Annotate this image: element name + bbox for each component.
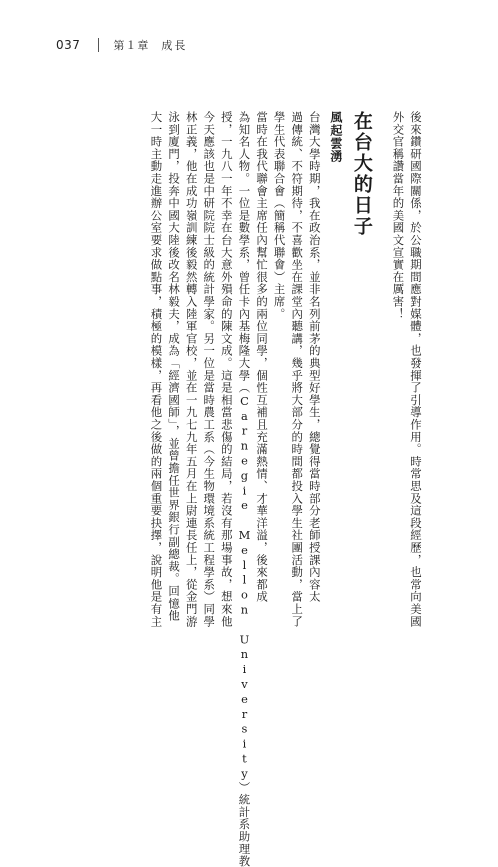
column-gap [375, 111, 389, 631]
chapter-label: 第１章 [113, 39, 150, 52]
section-title: 在台大的日子 [350, 111, 373, 237]
text-column: 後來鑽研國際關係，於公職期間應對媒體，也發揮了引導作用。時常思及這段經歷，也常向美國 [409, 111, 423, 628]
text-column: 林正義，他在成功嶺訓練後毅然轉入陸軍官校，並在一九七九年五月在上尉連長任上，從金門游 [184, 111, 199, 628]
text-column: 過傳統、不符期待，不喜歡坐在課堂內聽講，幾乎將大部分的時間都投入學生社團活動，當上了 [290, 111, 305, 628]
text-column: 今天應該也是中研院院士級的統計學家。另一位是當時農工系（今生物環境系統工程學系）同學 [202, 111, 217, 628]
text-column: 當時在我代聯會主席任內幫忙很多的兩位同學，個性互補且充滿熱情、才華洋溢，後來都成 [255, 111, 270, 603]
text-column: 為知名人物。一位是數學系，曾任卡內基梅隆大學（Carnegie Mellon University）統計系助理教 [237, 111, 252, 867]
text-column: 台灣大學時期，我在政治系，並非名列前茅的典型好學生，總覺得當時部分老師授課內容太 [307, 111, 322, 603]
text-column: 大一時主動走進辦公室要求做點事，積極的模樣，再看他之後做的兩個重要抉擇，說明他是有主 [149, 111, 164, 628]
column-gap [323, 111, 327, 631]
section-subheading: 風起雲湧 [328, 111, 343, 163]
text-column: 學生代表聯合會（簡稱代聯會）主席。 [272, 111, 287, 321]
header-divider [98, 38, 99, 52]
chapter-title: 成長 [161, 39, 188, 52]
page-number: 037 [56, 38, 81, 52]
text-column: 泳到廈門，投奔中國大陸後改名林毅夫，成為「經濟國師」，並曾擔任世界銀行副總裁。回憶他 [167, 111, 182, 622]
vertical-body-text [147, 111, 424, 867]
running-header [56, 36, 187, 54]
text-column: 外交官稱讚當年的美國文宣實在厲害！ [391, 111, 406, 321]
text-column: 授，一九八一年不幸在台大意外殞命的陳文成。這是相當悲傷的結局，若沒有那場事故，想來他 [219, 111, 234, 628]
